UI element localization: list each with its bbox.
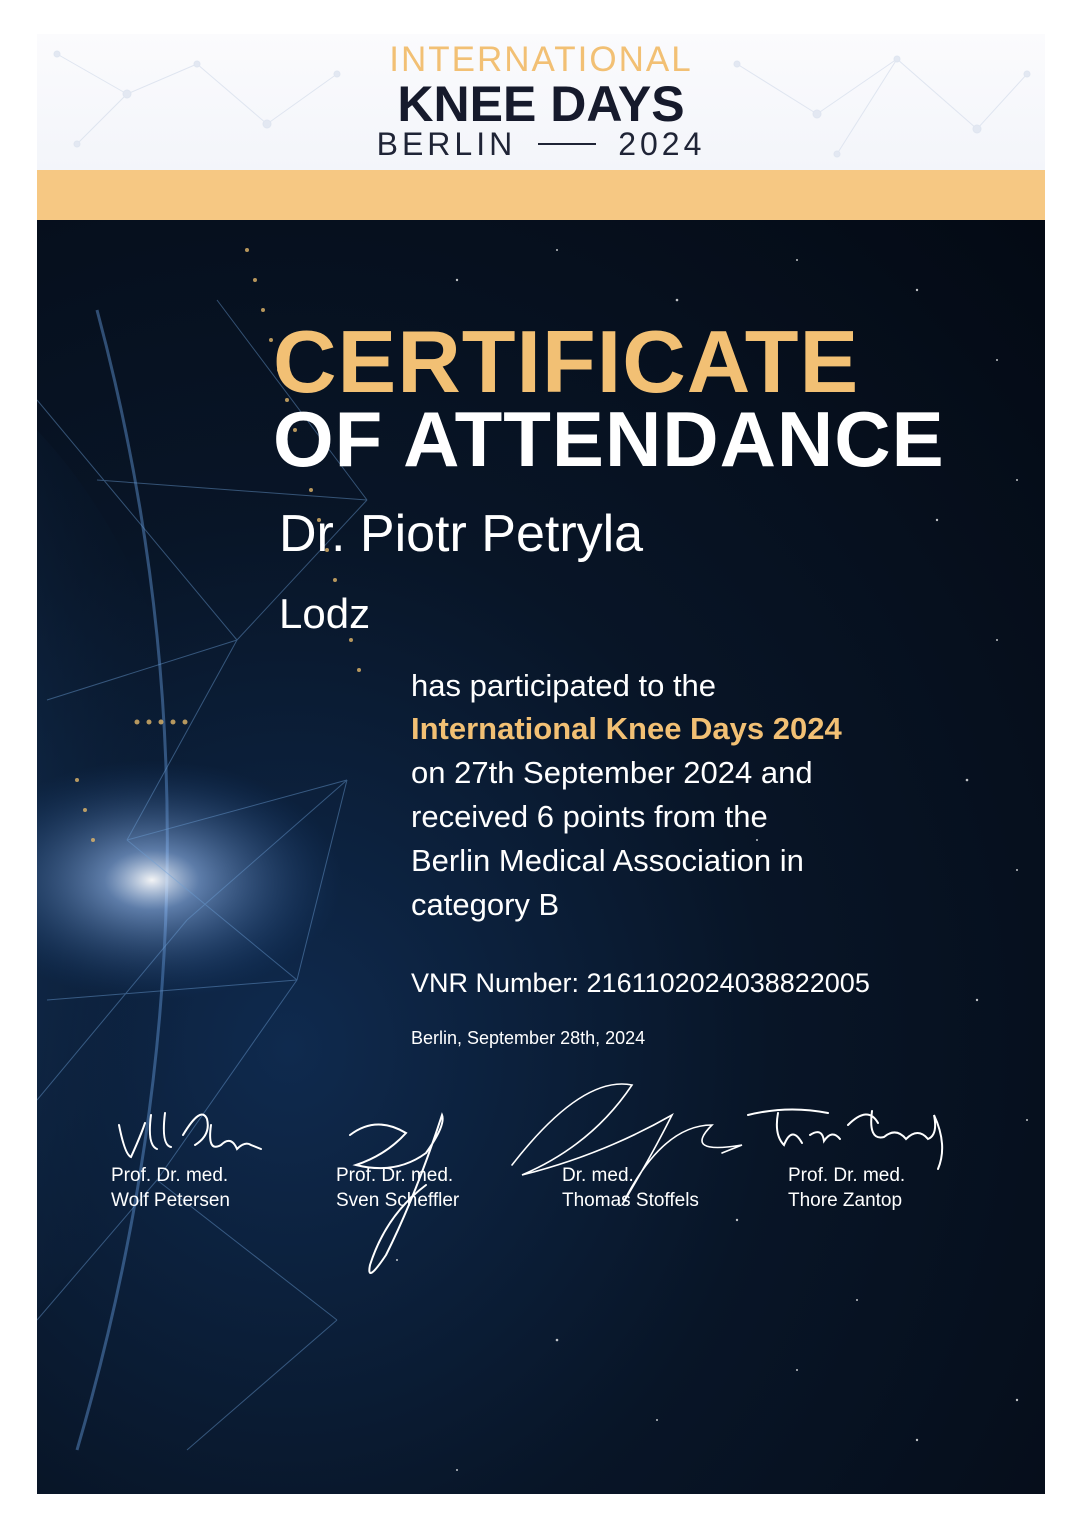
certificate-panel	[37, 220, 1045, 1494]
signatory-title: Prof. Dr. med.	[788, 1165, 906, 1186]
logo-international: INTERNATIONAL	[389, 40, 693, 79]
body-text-line: on 27th September 2024 and	[411, 755, 813, 790]
signatory-title: Dr. med.	[562, 1165, 634, 1186]
signature-block-stoffels	[562, 1105, 792, 1245]
signatory-name: Thore Zantop	[788, 1190, 903, 1211]
signature-block-zantop	[788, 1105, 1018, 1225]
place-and-date: Berlin, September 28th, 2024	[411, 1028, 646, 1048]
logo-city-year	[37, 126, 1045, 163]
event-name: International Knee Days 2024	[411, 711, 842, 746]
recipient-name: Dr. Piotr Petryla	[279, 505, 644, 563]
certificate-subtitle: OF ATTENDANCE	[273, 395, 945, 483]
certificate-title: CERTIFICATE	[273, 312, 860, 411]
recipient-city: Lodz	[279, 590, 371, 637]
signatory-name: Thomas Stoffels	[562, 1190, 699, 1211]
logo-year: 2024	[618, 126, 706, 162]
body-text-line: has participated to the	[411, 668, 717, 703]
logo-knee-days: KNEE DAYS	[397, 76, 685, 132]
conference-logo-header	[37, 34, 1045, 170]
logo-city: BERLIN	[376, 126, 517, 162]
gold-band	[37, 170, 1045, 220]
signature-block-scheffler	[336, 1105, 566, 1285]
signature-block-petersen	[111, 1105, 341, 1225]
signatory-name: Sven Scheffler	[336, 1190, 460, 1211]
signatory-title: Prof. Dr. med.	[111, 1165, 229, 1186]
signatory-title: Prof. Dr. med.	[336, 1165, 454, 1186]
body-text-line: received 6 points from the	[411, 799, 768, 834]
signatory-name: Wolf Petersen	[111, 1190, 230, 1211]
vnr-number: VNR Number: 2161102024038822005	[411, 968, 870, 998]
body-text-line: category B	[411, 887, 560, 922]
logo-dash	[538, 143, 596, 145]
body-text-line: Berlin Medical Association in	[411, 843, 804, 878]
